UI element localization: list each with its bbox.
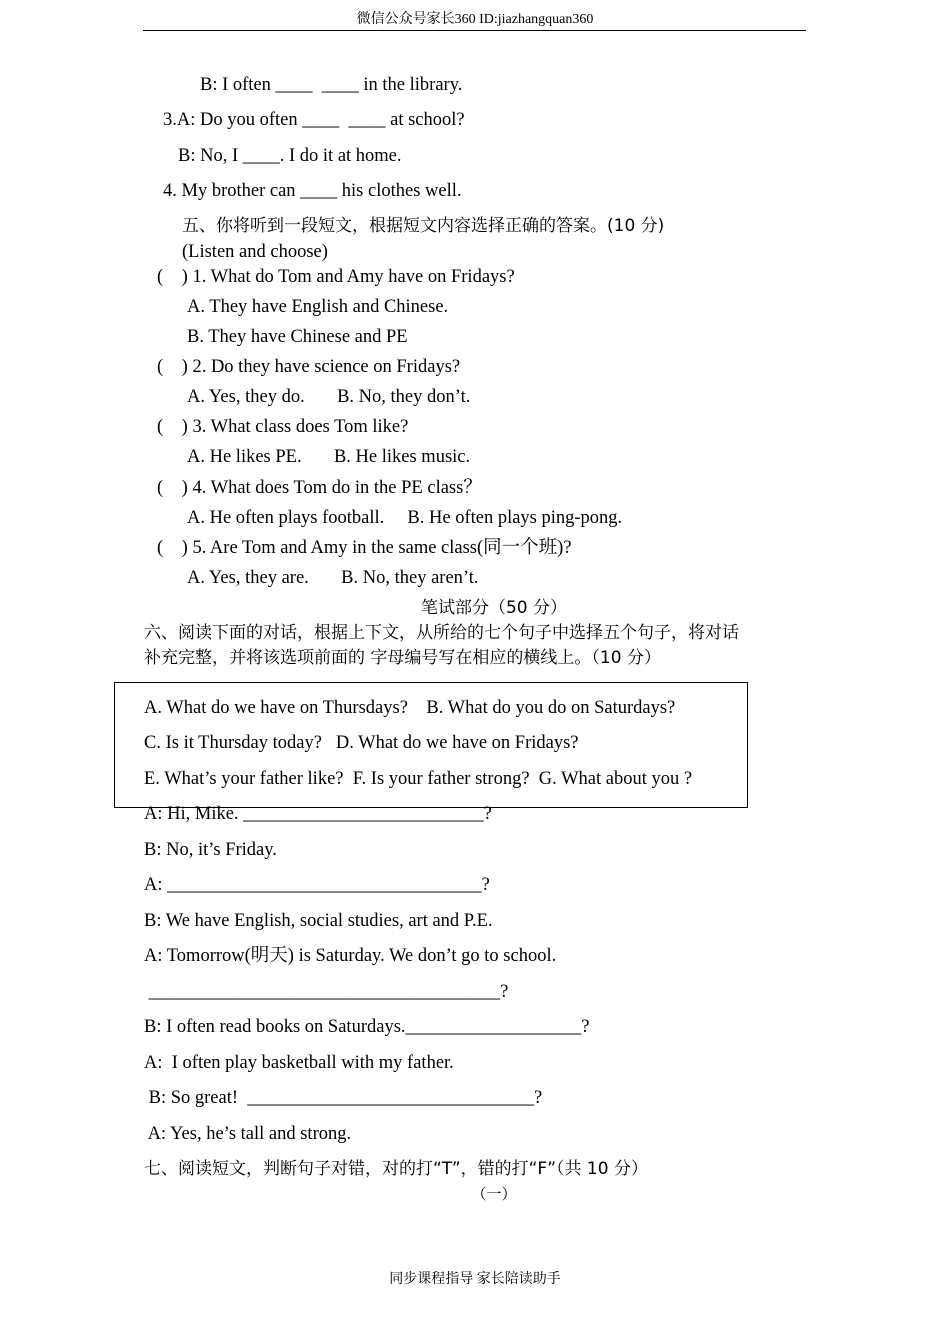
section6-instruction-2: 补充完整，并将该选项前面的 字母编号写在相应的横线上。（10 分） bbox=[144, 648, 661, 668]
question-5: ( ) 5. Are Tom and Amy in the same class(同一个班)? bbox=[157, 538, 572, 558]
written-section-title: 笔试部分（50 分） bbox=[420, 598, 568, 618]
dialogue-line-6: ______________________________________? bbox=[144, 982, 509, 1002]
dialogue-line-3: A: __________________________________? bbox=[144, 875, 490, 895]
dialogue-line-5: A: Tomorrow(明天) is Saturday. We don’t go to school. bbox=[144, 946, 557, 966]
section7-part: （一） bbox=[471, 1185, 517, 1203]
question-2-options: A. Yes, they do. B. No, they don’t. bbox=[187, 387, 471, 407]
question-4: ( ) 4. What does Tom do in the PE class？ bbox=[157, 478, 482, 498]
options-line-2: C. Is it Thursday today? D. What do we have on Fridays? bbox=[144, 733, 579, 753]
listening-line-1: B: I often ____ ____ in the library. bbox=[200, 75, 463, 95]
section5-subtitle: (Listen and choose) bbox=[182, 242, 328, 262]
header-rule bbox=[143, 30, 806, 31]
question-3: ( ) 3. What class does Tom like? bbox=[157, 417, 409, 437]
listening-line-4: 4. My brother can ____ his clothes well. bbox=[163, 181, 462, 201]
dialogue-line-7: B: I often read books on Saturdays.___________________? bbox=[144, 1017, 590, 1037]
question-3-options: A. He likes PE. B. He likes music. bbox=[187, 447, 471, 467]
page-footer: 同步课程指导 家长陪读助手 bbox=[389, 1272, 561, 1287]
listening-line-2: 3.A: Do you often ____ ____ at school? bbox=[163, 110, 465, 130]
listening-line-3: B: No, I ____. I do it at home. bbox=[178, 146, 402, 166]
question-1-option-b: B. They have Chinese and PE bbox=[187, 327, 408, 347]
question-1-option-a: A. They have English and Chinese. bbox=[187, 297, 449, 317]
dialogue-line-1: A: Hi, Mike. __________________________? bbox=[144, 804, 492, 824]
dialogue-line-4: B: We have English, social studies, art and P.E. bbox=[144, 911, 493, 931]
dialogue-line-9: B: So great! _______________________________? bbox=[144, 1088, 543, 1108]
dialogue-line-8: A: I often play basketball with my father. bbox=[144, 1053, 454, 1073]
section6-instruction-1: 六、阅读下面的对话，根据上下文，从所给的七个句子中选择五个句子，将对话 bbox=[144, 623, 739, 643]
question-4-options: A. He often plays football. B. He often plays ping-pong. bbox=[187, 508, 623, 528]
question-1: ( ) 1. What do Tom and Amy have on Fridays? bbox=[157, 267, 515, 287]
page-header: 微信公众号家长360 ID:jiazhangquan360 bbox=[356, 12, 594, 27]
options-line-3: E. What’s your father like? F. Is your father strong? G. What about you ? bbox=[144, 769, 693, 789]
question-2: ( ) 2. Do they have science on Fridays? bbox=[157, 357, 461, 377]
section7-title: 七、阅读短文，判断句子对错，对的打“T”，错的打“F”（共 10 分） bbox=[144, 1159, 648, 1179]
dialogue-line-10: A: Yes, he’s tall and strong. bbox=[144, 1124, 352, 1144]
section5-title: 五、你将听到一段短文，根据短文内容选择正确的答案。(10 分) bbox=[182, 216, 665, 236]
dialogue-line-2: B: No, it’s Friday. bbox=[144, 840, 277, 860]
question-5-options: A. Yes, they are. B. No, they aren’t. bbox=[187, 568, 479, 588]
options-line-1: A. What do we have on Thursdays? B. What do you do on Saturdays? bbox=[144, 698, 676, 718]
